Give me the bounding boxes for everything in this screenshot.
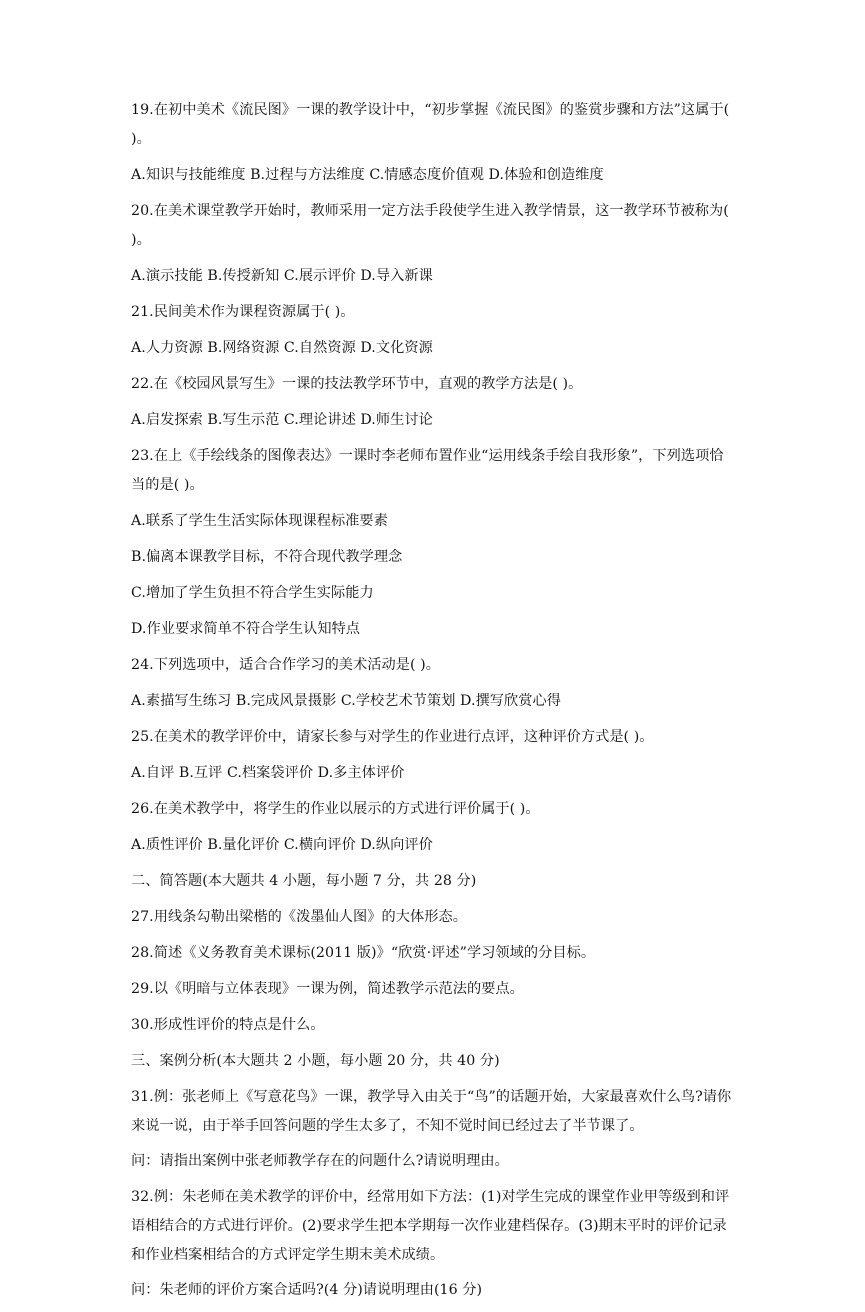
question-20: 20.在美术课堂教学开始时，教师采用一定方法手段使学生进入教学情景，这一教学环节被称为( )。 — [131, 203, 729, 248]
section-heading-case-analysis: 三、案例分析(本大题共 2 小题，每小题 20 分，共 40 分) — [131, 1053, 500, 1069]
question-19: 19.在初中美术《流民图》一课的教学设计中，“初步掌握《流民图》的鉴赏步骤和方法”这属于( )。 — [131, 102, 730, 147]
question-20-options: A.演示技能 B.传授新知 C.展示评价 D.导入新课 — [131, 268, 433, 284]
question-23: 23.在上《手绘线条的图像表达》一课时李老师布置作业“运用线条手绘自我形象”，下列选项恰当的是( )。 — [131, 448, 724, 493]
question-31-ask: 问：请指出案例中张老师教学存在的问题什么?请说明理由。 — [131, 1153, 509, 1169]
question-24-options: A.素描写生练习 B.完成风景摄影 C.学校艺术节策划 D.撰写欣赏心得 — [131, 693, 561, 709]
question-19-options: A.知识与技能维度 B.过程与方法维度 C.情感态度价值观 D.体验和创造维度 — [131, 167, 604, 183]
question-32: 32.例：朱老师在美术教学的评价中，经常用如下方法：(1)对学生完成的课堂作业甲等级到和评语相结合的方式进行评价。(2)要求学生把本学期每一次作业建档保存。(3)期末平时的评价记录和作业档案相结合的方式评定学生期末美术成绩。 — [131, 1189, 730, 1263]
question-22: 22.在《校园风景写生》一课的技法教学环节中，直观的教学方法是( )。 — [131, 376, 583, 392]
question-23-option-c: C.增加了学生负担不符合学生实际能力 — [131, 585, 374, 601]
question-29: 29.以《明暗与立体表现》一课为例，简述教学示范法的要点。 — [131, 981, 524, 997]
question-31: 31.例：张老师上《写意花鸟》一课，教学导入由关于“鸟”的话题开始，大家最喜欢什么鸟?请你来说一说，由于举手回答问题的学生太多了，不知不觉时间已经过去了半节课了。 — [131, 1089, 732, 1134]
question-28: 28.简述《义务教育美术课标(2011 版)》“欣赏·评述”学习领域的分目标。 — [131, 945, 596, 961]
question-22-options: A.启发探索 B.写生示范 C.理论讲述 D.师生讨论 — [131, 412, 433, 428]
question-25: 25.在美术的教学评价中，请家长参与对学生的作业进行点评，这种评价方式是( )。 — [131, 729, 654, 745]
question-30: 30.形成性评价的特点是什么。 — [131, 1017, 325, 1033]
question-23-option-a: A.联系了学生生活实际体现课程标准要素 — [131, 513, 388, 529]
question-21: 21.民间美术作为课程资源属于( )。 — [131, 304, 355, 320]
question-21-options: A.人力资源 B.网络资源 C.自然资源 D.文化资源 — [131, 340, 433, 356]
question-26: 26.在美术教学中，将学生的作业以展示的方式进行评价属于( )。 — [131, 801, 540, 817]
question-26-options: A.质性评价 B.量化评价 C.横向评价 D.纵向评价 — [131, 837, 433, 853]
section-heading-short-answer: 二、简答题(本大题共 4 小题，每小题 7 分，共 28 分) — [131, 873, 477, 889]
question-32-ask: 问：朱老师的评价方案合适吗?(4 分)请说明理由(16 分) — [131, 1282, 483, 1298]
question-23-option-d: D.作业要求简单不符合学生认知特点 — [131, 621, 361, 637]
question-23-option-b: B.偏离本课教学目标，不符合现代教学理念 — [131, 549, 403, 565]
document-page — [131, 96, 736, 1312]
question-27: 27.用线条勾勒出梁楷的《泼墨仙人图》的大体形态。 — [131, 909, 467, 925]
question-24: 24.下列选项中，适合合作学习的美术活动是( )。 — [131, 657, 440, 673]
question-25-options: A.自评 B.互评 C.档案袋评价 D.多主体评价 — [131, 765, 405, 781]
